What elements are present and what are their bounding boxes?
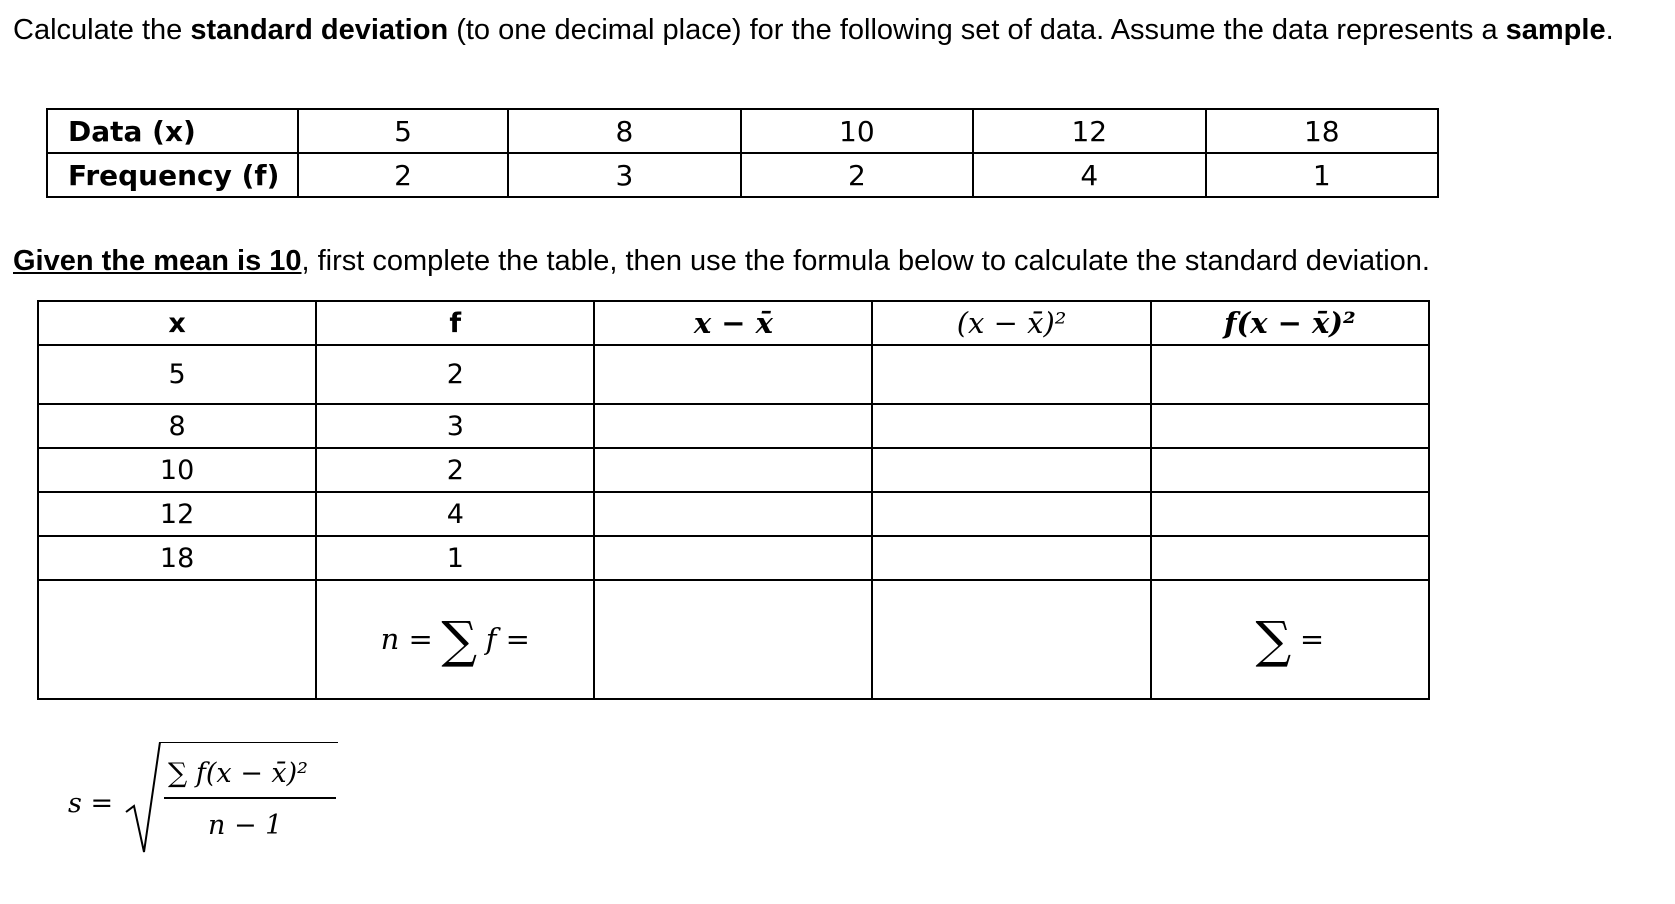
row-label-frequency: Frequency (f) xyxy=(47,153,298,197)
f-cell: 2 xyxy=(316,448,594,492)
formula-denominator: n − 1 xyxy=(208,810,283,841)
header-squared-deviation: (x − x̄)² xyxy=(872,301,1150,345)
sum-equals-label: = xyxy=(1299,621,1325,656)
weighted-squared-blank[interactable] xyxy=(1151,345,1429,404)
instructions-bold-standard-deviation: standard deviation xyxy=(190,14,449,46)
sum-row-empty xyxy=(872,580,1150,699)
frequency-cell: 2 xyxy=(298,153,508,197)
data-cell: 10 xyxy=(741,109,973,153)
sum-row-empty xyxy=(38,580,316,699)
squared-deviation-blank[interactable] xyxy=(872,345,1150,404)
weighted-squared-blank[interactable] xyxy=(1151,536,1429,580)
data-row xyxy=(47,109,1438,153)
row-label-data: Data (x) xyxy=(47,109,298,153)
formula-numerator: ∑ f(x − x̄)² xyxy=(168,758,308,789)
squared-deviation-blank[interactable] xyxy=(872,404,1150,448)
sum-weighted-cell[interactable] xyxy=(1151,580,1429,699)
instructions-bold-sample: sample xyxy=(1505,14,1606,46)
given-mean-underlined: Given the mean is 10 xyxy=(13,245,302,277)
sigma-symbol: ∑ xyxy=(441,610,478,669)
x-cell: 5 xyxy=(38,345,316,404)
table-row xyxy=(38,345,1429,404)
data-cell: 12 xyxy=(973,109,1205,153)
squared-deviation-blank[interactable] xyxy=(872,536,1150,580)
deviation-blank[interactable] xyxy=(594,448,872,492)
f-cell: 4 xyxy=(316,492,594,536)
x-cell: 18 xyxy=(38,536,316,580)
sum-row-empty xyxy=(594,580,872,699)
deviation-blank[interactable] xyxy=(594,536,872,580)
squared-deviation-blank[interactable] xyxy=(872,448,1150,492)
f-cell: 2 xyxy=(316,345,594,404)
weighted-squared-blank[interactable] xyxy=(1151,448,1429,492)
n-sum-f-cell[interactable] xyxy=(316,580,594,699)
instructions-text: Calculate the xyxy=(13,14,191,46)
table-row xyxy=(38,492,1429,536)
deviation-blank[interactable] xyxy=(594,404,872,448)
table-row xyxy=(38,448,1429,492)
given-mean-instructions xyxy=(13,243,1430,280)
deviation-blank[interactable] xyxy=(594,345,872,404)
instructions-text: (to one decimal place) for the following set of data. Assume the data represents a xyxy=(448,14,1506,46)
x-cell: 10 xyxy=(38,448,316,492)
data-frequency-table xyxy=(46,108,1439,198)
header-x: x xyxy=(38,301,316,345)
data-cell: 8 xyxy=(508,109,740,153)
weighted-squared-blank[interactable] xyxy=(1151,492,1429,536)
header-weighted-squared-deviation: f(x − x̄)² xyxy=(1151,301,1429,345)
frequency-cell: 4 xyxy=(973,153,1205,197)
squared-deviation-blank[interactable] xyxy=(872,492,1150,536)
frequency-row xyxy=(47,153,1438,197)
worksheet-table xyxy=(37,300,1430,700)
given-mean-text: , first complete the table, then use the formula below to calculate the standard deviation. xyxy=(301,245,1430,277)
instructions-text: . xyxy=(1605,14,1614,46)
worksheet-header-row xyxy=(38,301,1429,345)
table-row xyxy=(38,404,1429,448)
f-cell: 3 xyxy=(316,404,594,448)
data-cell: 5 xyxy=(298,109,508,153)
n-equals-label: n = xyxy=(380,621,433,656)
table-row xyxy=(38,536,1429,580)
f-equals-label: f = xyxy=(485,621,530,656)
data-cell: 18 xyxy=(1206,109,1438,153)
frequency-cell: 3 xyxy=(508,153,740,197)
standard-deviation-formula xyxy=(68,742,368,862)
frequency-cell: 2 xyxy=(741,153,973,197)
header-deviation: x − x̄ xyxy=(594,301,872,345)
x-cell: 12 xyxy=(38,492,316,536)
weighted-squared-blank[interactable] xyxy=(1151,404,1429,448)
frequency-cell: 1 xyxy=(1206,153,1438,197)
formula-lhs: s = xyxy=(68,788,114,819)
x-cell: 8 xyxy=(38,404,316,448)
sigma-symbol: ∑ xyxy=(1255,610,1292,669)
sum-row xyxy=(38,580,1429,699)
deviation-blank[interactable] xyxy=(594,492,872,536)
header-f: f xyxy=(316,301,594,345)
f-cell: 1 xyxy=(316,536,594,580)
formula-svg xyxy=(68,742,368,862)
instructions xyxy=(13,12,1663,49)
